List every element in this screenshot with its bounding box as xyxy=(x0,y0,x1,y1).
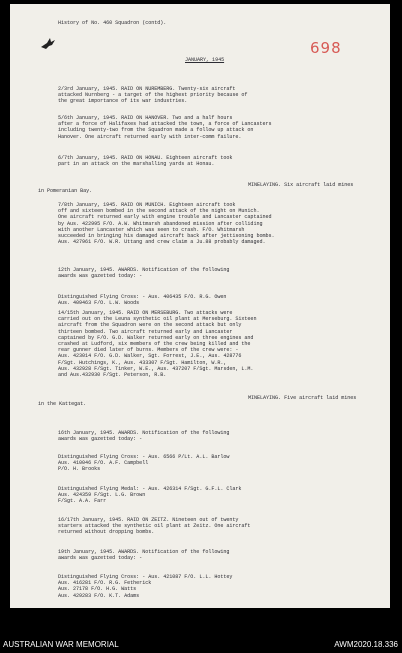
text-line: Aus. 423014 F/O. G.D. Walker, Sgt. Forrest, J.E., Aus. 428776 xyxy=(58,353,242,360)
entry-hanover xyxy=(58,115,378,140)
text-line: thirteen bombed. Two aircraft returned early and Lancaster xyxy=(58,328,233,335)
text-line: MINELAYING. Five aircraft laid mines xyxy=(248,395,357,401)
text-line: 19th January, 1945. AWARDS. Notification of the following xyxy=(58,549,230,555)
text-line: 16th January, 1945. AWARDS. Notification of the following xyxy=(58,430,230,436)
text-line: off and sixteen bombed in the second attack of the night on Munich. xyxy=(58,208,260,215)
text-line: 16/17th January, 1945. RAID ON ZEITZ. Nineteen out of twenty xyxy=(58,517,239,523)
text-line: Hanover. One aircraft returned early with inter-comm failure. xyxy=(58,133,242,140)
text-line: with another Lancaster which was seen to crash. F/O. Whitmarsh xyxy=(58,226,245,233)
text-line: the great importance of its war industries. xyxy=(58,98,188,105)
text-line: 2/3rd January, 1945. RAID ON NUREMBERG. Twenty-six aircraft xyxy=(58,86,236,92)
text-line: Distinguished Flying Medal: - Aus. 426314 F/Sgt. G.F.L. Clark xyxy=(58,486,242,492)
text-line: Distinguished Flying Cross: - Aus. 6566 P/Lt. A.L. Barlow xyxy=(58,454,230,460)
text-line: in the Kattegat. xyxy=(38,401,87,408)
text-line: Aus. 429283 F/O. K.T. Adams xyxy=(58,592,140,599)
entry-minelaying-2 xyxy=(38,395,378,408)
text-line: aircraft from the Squadron were on the second attack but only xyxy=(58,322,242,329)
text-line: Aus. 416281 F/O. R.G. Fetherick xyxy=(58,580,152,587)
text-line: after a force of Halifaxes had attacked the town, a force of Lancasters xyxy=(58,121,272,128)
entry-awards-12jan xyxy=(58,267,378,279)
entry-dfc-12jan xyxy=(58,294,378,306)
footer-source: AUSTRALIAN WAR MEMORIAL xyxy=(3,640,119,649)
text-line: Distinguished Flying Cross: - Aus. 406435 F/O. R.G. Owen xyxy=(58,294,227,300)
text-line: 12th January, 1945. AWARDS. Notification of the following xyxy=(58,267,230,273)
text-line: crashed at Ludford, six members of the crew being killed and the xyxy=(58,341,251,348)
text-line: 6/7th January, 1945. RAID ON HONAU. Eighteen aircraft took xyxy=(58,155,233,161)
text-line: F/Sgt. Hutchings, K., Aus. 433307 F/Sgt. Hamilton, W.R., xyxy=(58,359,227,366)
text-line: captained by F/O. G.D. Walker returned early on three engines and xyxy=(58,334,254,341)
text-line: Aus. 409463 F/O. L.W. Woods xyxy=(58,300,140,307)
text-line: awards was gazetted today: - xyxy=(58,555,143,562)
document-page xyxy=(10,4,390,608)
entry-merseburg xyxy=(58,310,378,378)
text-line: MINELAYING. Six aircraft laid mines xyxy=(248,182,354,188)
text-line: including twenty-two from the Squadron made a follow up attack on xyxy=(58,127,254,134)
footer-reference: AWM2020.18.336 xyxy=(334,640,398,649)
text-line: rear gunner died later of burns. Members of the crew were: - xyxy=(58,347,239,354)
entry-dfm-16jan xyxy=(58,486,378,505)
text-line: F/Sgt. A.A. Farr xyxy=(58,498,107,505)
entry-awards-16jan xyxy=(58,430,378,442)
text-line: awards was gazetted today: - xyxy=(58,436,143,443)
text-line: carried out on the Leuna synthetic oil plant at Merseburg. Sixteen xyxy=(58,316,257,323)
text-line: in Pomeranian Bay. xyxy=(38,188,93,195)
text-line: 14/15th January, 1945. RAID ON MERSEBURG. Two attacks were xyxy=(58,310,233,316)
text-line: 5/6th January, 1945. RAID ON HANOVER. Two and a half hours xyxy=(58,115,233,121)
bird-stamp-icon xyxy=(40,36,56,52)
page-number: 698 xyxy=(310,39,342,57)
text-line: Aus. 27178 F/O. H.G. Watts xyxy=(58,586,137,593)
text-line: One aircraft returned early with engine trouble and Lancaster captained xyxy=(58,214,272,221)
text-line: Aus. 424359 F/Sgt. L.G. Brown xyxy=(58,492,146,499)
text-line: awards was gazetted today: - xyxy=(58,273,143,280)
entry-zeitz xyxy=(58,517,378,536)
month-heading: JANUARY, 1945 xyxy=(185,57,225,63)
text-line: P/O. H. Brooks xyxy=(58,466,101,473)
entry-awards-19jan xyxy=(58,549,378,561)
text-line: succeeded in bringing his damaged aircraft back after jettisoning bombs. xyxy=(58,233,275,240)
text-line: Aus. 427961 F/O. W.R. Uttang and crew claim a Ju.88 probably damaged. xyxy=(58,239,266,246)
document-header: History of No. 460 Squadron (contd). xyxy=(58,20,167,26)
entry-minelaying-1 xyxy=(38,182,378,195)
text-line: starters attacked the synthetic oil plant at Zeitz. One aircraft xyxy=(58,523,251,530)
text-line: returned without dropping bombs. xyxy=(58,529,155,536)
text-line: 7/8th January, 1945. RAID ON MUNICH. Eighteen aircraft took xyxy=(58,202,236,208)
entry-nuremberg xyxy=(58,86,378,105)
entry-munich xyxy=(58,202,378,245)
text-line: and Aus.432930 F/Sgt. Peterson, R.B. xyxy=(58,372,167,379)
entry-dfc-19jan xyxy=(58,574,378,599)
text-line: Aus. 410046 F/O. A.F. Campbell xyxy=(58,460,149,467)
text-line: Aus. 432928 F/Sgt. Tinker, W.E., Aus. 437207 F/Sgt. Marsden, L.M. xyxy=(58,365,254,372)
text-line: part in an attack on the marshalling yards at Honau. xyxy=(58,161,215,168)
entry-honau xyxy=(58,155,378,167)
text-line: Distinguished Flying Cross: - Aus. 421087 F/O. L.L. Hottey xyxy=(58,574,233,580)
text-line: by Aus. 422995 F/O. A.W. Whitmarsh abandoned mission after colliding xyxy=(58,220,263,227)
entry-dfc-16jan xyxy=(58,454,378,473)
text-line: attacked Nurnberg - a target of the highest priority because of xyxy=(58,92,248,99)
